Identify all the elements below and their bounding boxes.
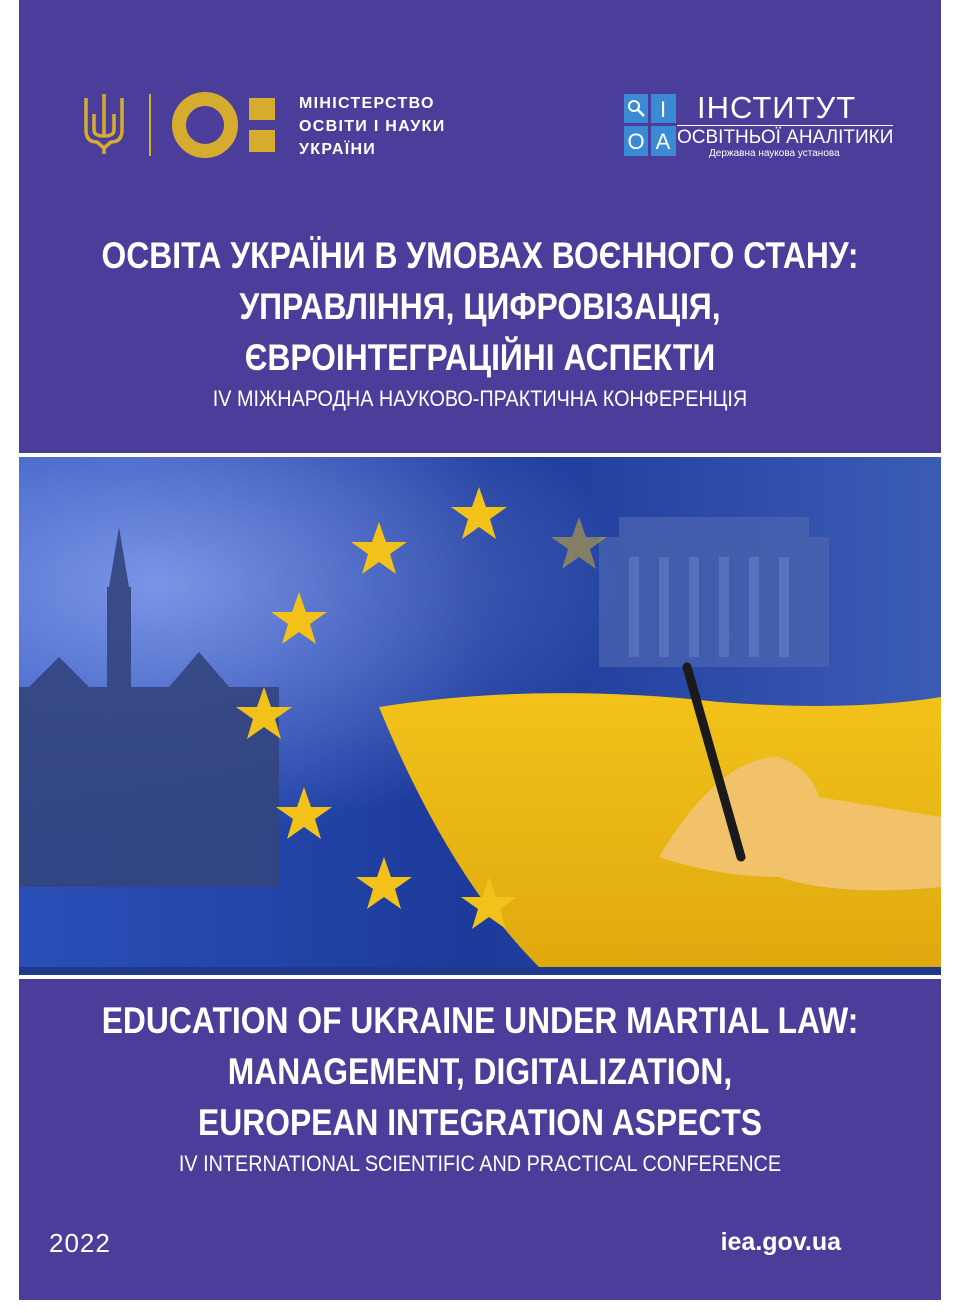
institute-status: Державна наукова установа bbox=[709, 148, 840, 159]
ministry-name-line: ОСВІТИ І НАУКИ bbox=[299, 118, 446, 135]
trident-icon bbox=[81, 92, 127, 156]
website-link[interactable]: iea.gov.ua bbox=[720, 1228, 841, 1256]
institute-logo-icon bbox=[624, 94, 676, 156]
logo-separator bbox=[149, 94, 151, 156]
ukrainian-title-line: УПРАВЛІННЯ, ЦИФРОВІЗАЦІЯ, bbox=[239, 286, 721, 327]
english-title-line: EUROPEAN INTEGRATION ASPECTS bbox=[198, 1102, 762, 1143]
ukrainian-subtitle: IV МІЖНАРОДНА НАУКОВО-ПРАКТИЧНА КОНФЕРЕНЦІЯ bbox=[212, 386, 748, 411]
institute-letter: А bbox=[655, 129, 671, 154]
cover-illustration bbox=[19, 453, 941, 979]
institute-title: ІНСТИТУТ bbox=[697, 90, 857, 125]
ministry-name-line: УКРАЇНИ bbox=[299, 141, 377, 158]
english-subtitle: IV INTERNATIONAL SCIENTIFIC AND PRACTICAL CONFERENCE bbox=[178, 1151, 782, 1176]
ukrainian-title-block bbox=[19, 230, 941, 413]
book-cover bbox=[19, 0, 941, 1300]
ukrainian-title-line: ОСВІТА УКРАЇНИ В УМОВАХ ВОЄННОГО СТАНУ: bbox=[101, 235, 859, 276]
ministry-logo-icon bbox=[171, 88, 281, 162]
english-title-line: MANAGEMENT, DIGITALIZATION, bbox=[227, 1051, 733, 1092]
institute-letter: О bbox=[627, 129, 645, 154]
ministry-name bbox=[299, 92, 446, 161]
publication-year: 2022 bbox=[49, 1228, 111, 1258]
eu-ukraine-flag-illustration bbox=[19, 457, 941, 967]
institute-subtitle: ОСВІТНЬОЇ АНАЛІТИКИ bbox=[677, 127, 894, 148]
english-title-line: EDUCATION OF UKRAINE UNDER MARTIAL LAW: bbox=[101, 1000, 859, 1041]
ministry-name-line: МІНІСТЕРСТВО bbox=[299, 95, 435, 112]
logo-header bbox=[19, 80, 941, 170]
ukrainian-title-line: ЄВРОІНТЕГРАЦІЙНІ АСПЕКТИ bbox=[244, 337, 716, 378]
english-title-block bbox=[19, 995, 941, 1178]
institute-letter: І bbox=[659, 97, 667, 122]
